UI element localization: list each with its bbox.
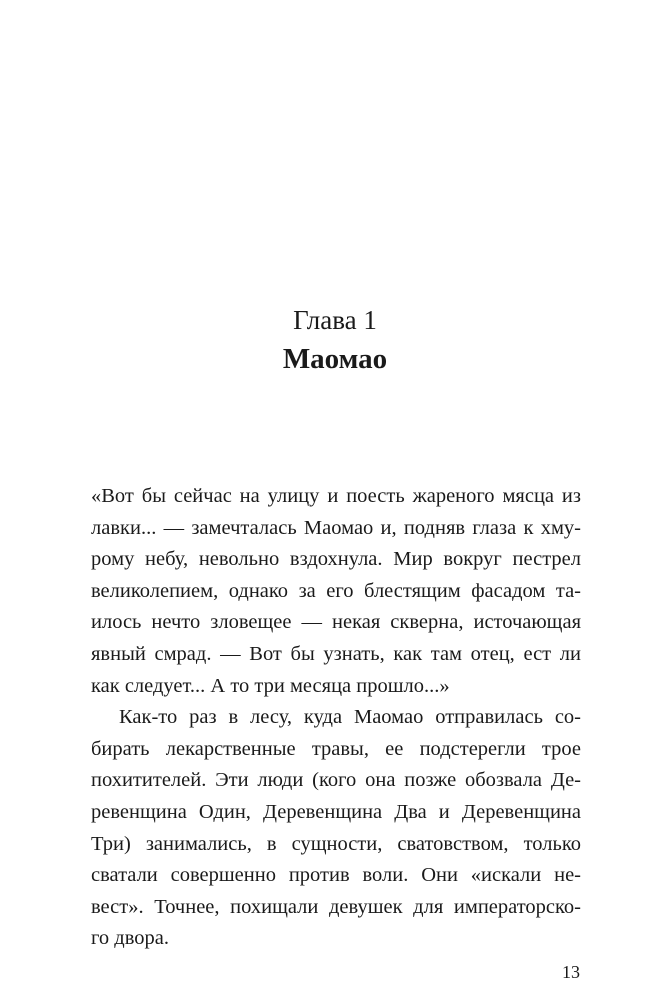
text-line: илось нечто зловещее — некая скверна, источающая bbox=[91, 611, 581, 634]
text-line: Три) занимались, в сущности, сватовством, только bbox=[91, 832, 581, 855]
text-line: рому небу, невольно вздохнула. Мир вокруг пестрел bbox=[91, 548, 581, 571]
page-number: 13 bbox=[562, 962, 580, 982]
text-line: Как-то раз в лесу, куда Маомао отправилась со- bbox=[119, 706, 581, 729]
chapter-title: Маомао bbox=[282, 343, 388, 375]
chapter-label: Глава 1 bbox=[293, 305, 377, 335]
text-line: ревенщина Один, Деревенщина Два и Деревенщина bbox=[91, 800, 581, 823]
body-text bbox=[91, 481, 581, 955]
text-line: явный смрад. — Вот бы узнать, как там отец, ест ли bbox=[91, 642, 581, 665]
text-line: сватали совершенно против воли. Они «искали не- bbox=[91, 864, 581, 887]
paragraph bbox=[91, 481, 581, 702]
text-line: «Вот бы сейчас на улицу и поесть жареного мясца из bbox=[91, 485, 581, 507]
text-line: го двора. bbox=[91, 927, 169, 950]
text-line: вест». Точнее, похищали девушек для императорско- bbox=[91, 895, 581, 918]
text-line: лавки... — замечталась Маомао и, подняв глаза к хму- bbox=[91, 516, 581, 539]
paragraph bbox=[91, 702, 581, 955]
text-line: похитителей. Эти люди (кого она позже обозвала Де- bbox=[91, 769, 581, 792]
text-line: великолепием, однако за его блестящим фасадом та- bbox=[91, 579, 581, 602]
text-line: бирать лекарственные травы, ее подстерегли трое bbox=[91, 737, 581, 760]
text-line: как следует... А то три месяца прошло...» bbox=[91, 674, 450, 697]
